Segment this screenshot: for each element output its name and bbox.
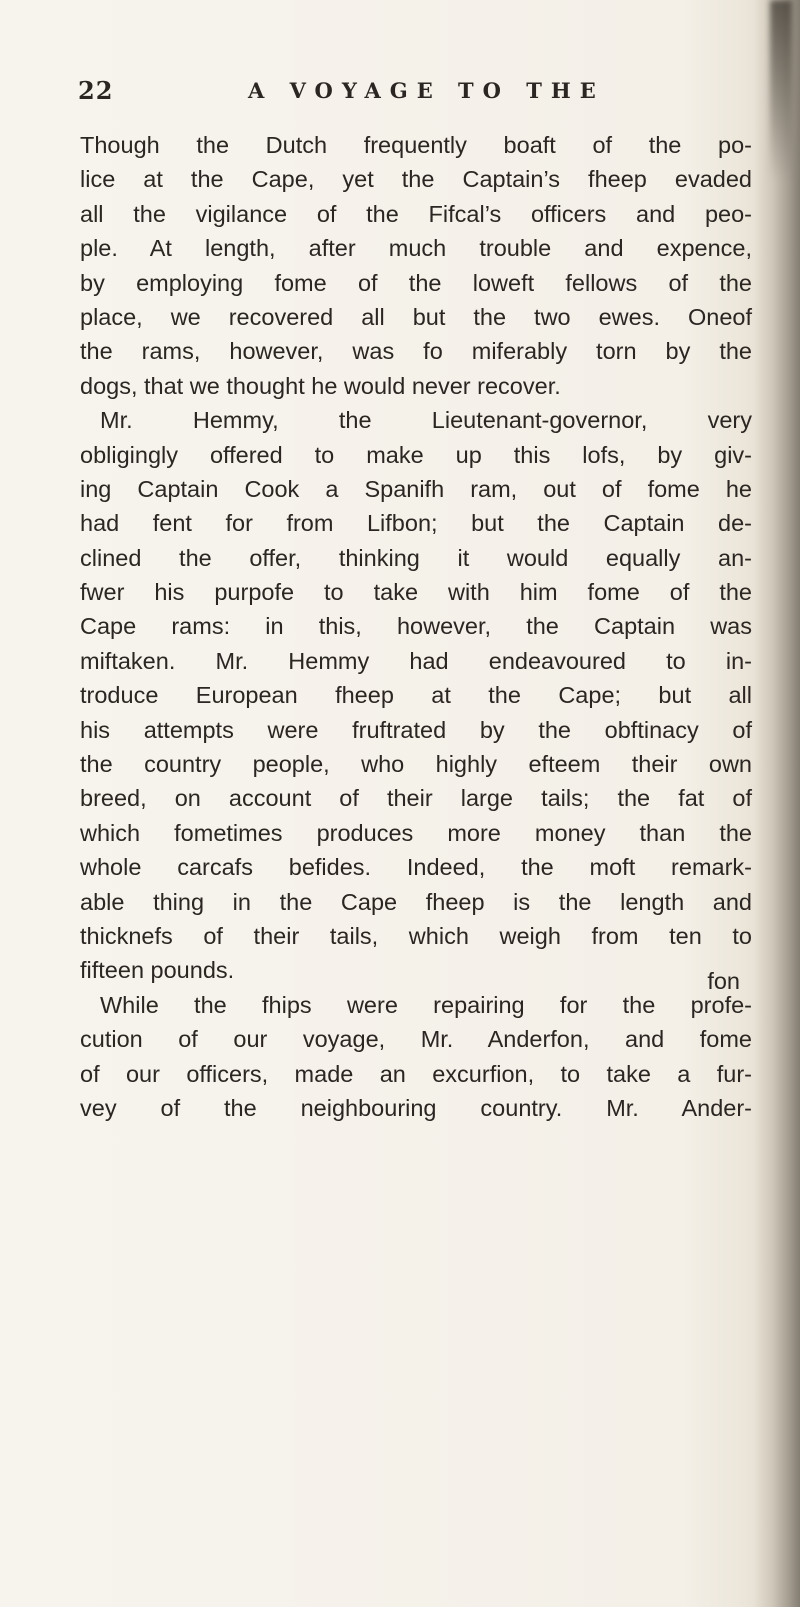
- text-line: all the vigilance of the Fifcal’s officers and peo-: [80, 200, 752, 227]
- text-line: dogs, that we thought he would never recover.: [80, 372, 561, 399]
- text-line: lice at the Cape, yet the Captain’s fheep evaded: [80, 166, 752, 193]
- text-line: place, we recovered all but the two ewes. Oneof: [80, 303, 752, 330]
- text-line: of our officers, made an excurfion, to take a fur-: [80, 1060, 752, 1087]
- text-line: fifteen pounds.: [80, 957, 235, 984]
- page-header: [78, 76, 728, 110]
- text-line: which fometimes produces more money than the: [80, 819, 752, 846]
- text-line: clined the offer, thinking it would equally an-: [80, 544, 752, 571]
- text-line: by employing fome of the loweft fellows of the: [80, 269, 752, 296]
- text-line: ing Captain Cook a Spanifh ram, out of fome he: [80, 475, 752, 502]
- page-number: 22: [78, 76, 114, 105]
- binding-shadow: [770, 0, 792, 180]
- text-line: Though the Dutch frequently boaft of the po-: [80, 132, 752, 158]
- text-line: Mr. Hemmy, the Lieutenant-governor, very: [100, 407, 752, 434]
- text-line: breed, on account of their large tails; the fat of: [80, 785, 752, 812]
- catchword: fon: [707, 968, 740, 994]
- text-line: obligingly offered to make up this lofs, by giv-: [80, 441, 752, 468]
- text-line: ple. At length, after much trouble and expence,: [80, 235, 752, 262]
- text-line: able thing in the Cape fheep is the length and: [80, 888, 752, 915]
- text-line: miftaken. Mr. Hemmy had endeavoured to in-: [80, 647, 752, 674]
- text-line: had fent for from Lifbon; but the Captain de-: [80, 510, 752, 537]
- text-line: the rams, however, was fo miferably torn by the: [80, 338, 752, 365]
- text-line: thicknefs of their tails, which weigh from ten to: [80, 922, 752, 949]
- text-line: the country people, who highly efteem their own: [80, 751, 752, 778]
- text-line: fwer his purpofe to take with him fome of the: [80, 579, 752, 606]
- text-line: his attempts were fruftrated by the obftinacy of: [80, 716, 752, 743]
- text-line: Cape rams: in this, however, the Captain was: [80, 613, 752, 640]
- running-head: A VOYAGE TO THE: [248, 78, 605, 103]
- text-line: cution of our voyage, Mr. Anderfon, and fome: [80, 1026, 752, 1053]
- text-line: troduce European fheep at the Cape; but all: [80, 682, 752, 709]
- text-line: While the fhips were repairing for the profe-: [100, 991, 752, 1018]
- text-line: vey of the neighbouring country. Mr. Ander-: [80, 1094, 752, 1121]
- page-gutter-shadow: [754, 0, 800, 1607]
- text-line: whole carcafs befides. Indeed, the moft remark-: [80, 854, 752, 881]
